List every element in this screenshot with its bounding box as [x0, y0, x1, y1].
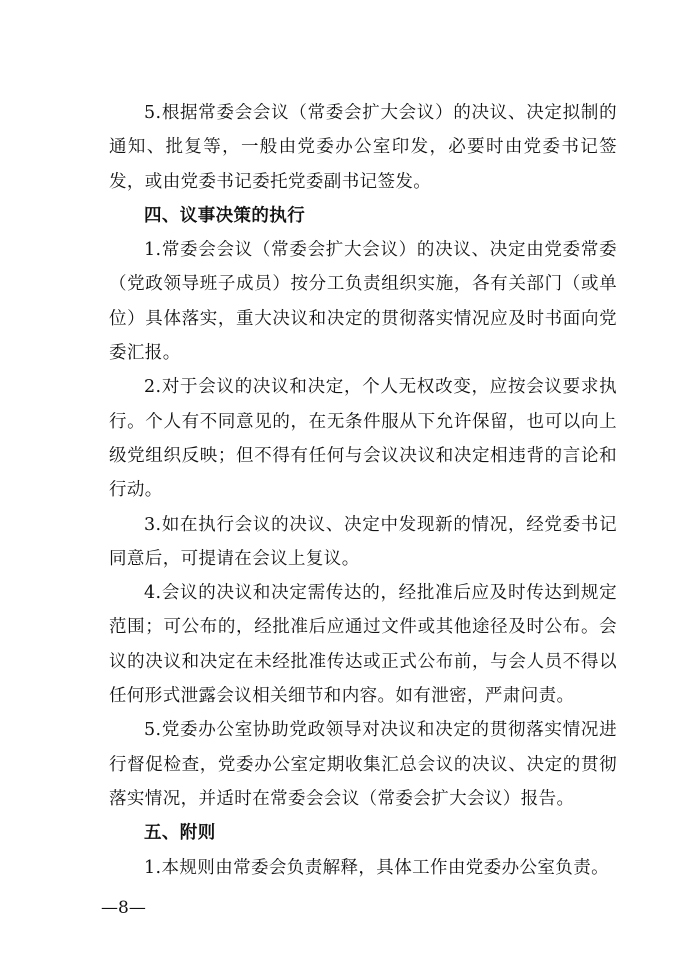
paragraph-execution-2: 2.对于会议的决议和决定，个人无权改变，应按会议要求执行。个人有不同意见的，在无条件服从下允许保留，也可以向上级党组织反映；但不得有任何与会议决议和决定相违背的言论和行动。	[109, 377, 617, 501]
paragraph-execution-5: 5.党委办公室协助党政领导对决议和决定的贯彻落实情况进行督促检查，党委办公室定期收集汇总会议的决议、决定的贯彻落实情况，并适时在常委会会议（常委会扩大会议）报告。	[109, 720, 617, 809]
paragraph-execution-3: 3.如在执行会议的决议、决定中发现新的情况，经党委书记同意后，可提请在会议上复议。	[109, 514, 617, 569]
paragraph-execution-4: 4.会议的决议和决定需传达的，经批准后应及时传达到规定范围；可公布的，经批准后应通过文件或其他途径及时公布。会议的决议和决定在未经批准传达或正式公布前，与会人员不得以任何形式泄露会议相关细节和内容。如有泄密，严肃问责。	[109, 583, 617, 707]
section-heading-supplementary: 五、附则	[144, 823, 216, 844]
paragraph-supplementary-1: 1.本规则由常委会负责解释，具体工作由党委办公室负责。	[144, 857, 609, 878]
paragraph-decision-notice: 5.根据常委会会议（常委会扩大会议）的决议、决定拟制的通知、批复等，一般由党委办公室印发，必要时由党委书记签发，或由党委书记委托党委副书记签发。	[109, 103, 617, 192]
document-body	[109, 96, 617, 885]
page-number: —8—	[101, 898, 146, 918]
paragraph-execution-1: 1.常委会会议（常委会扩大会议）的决议、决定由党委常委（党政领导班子成员）按分工负责组织实施，各有关部门（或单位）具体落实，重大决议和决定的贯彻落实情况应及时书面向党委汇报。	[109, 240, 617, 364]
section-heading-execution: 四、议事决策的执行	[144, 205, 306, 226]
